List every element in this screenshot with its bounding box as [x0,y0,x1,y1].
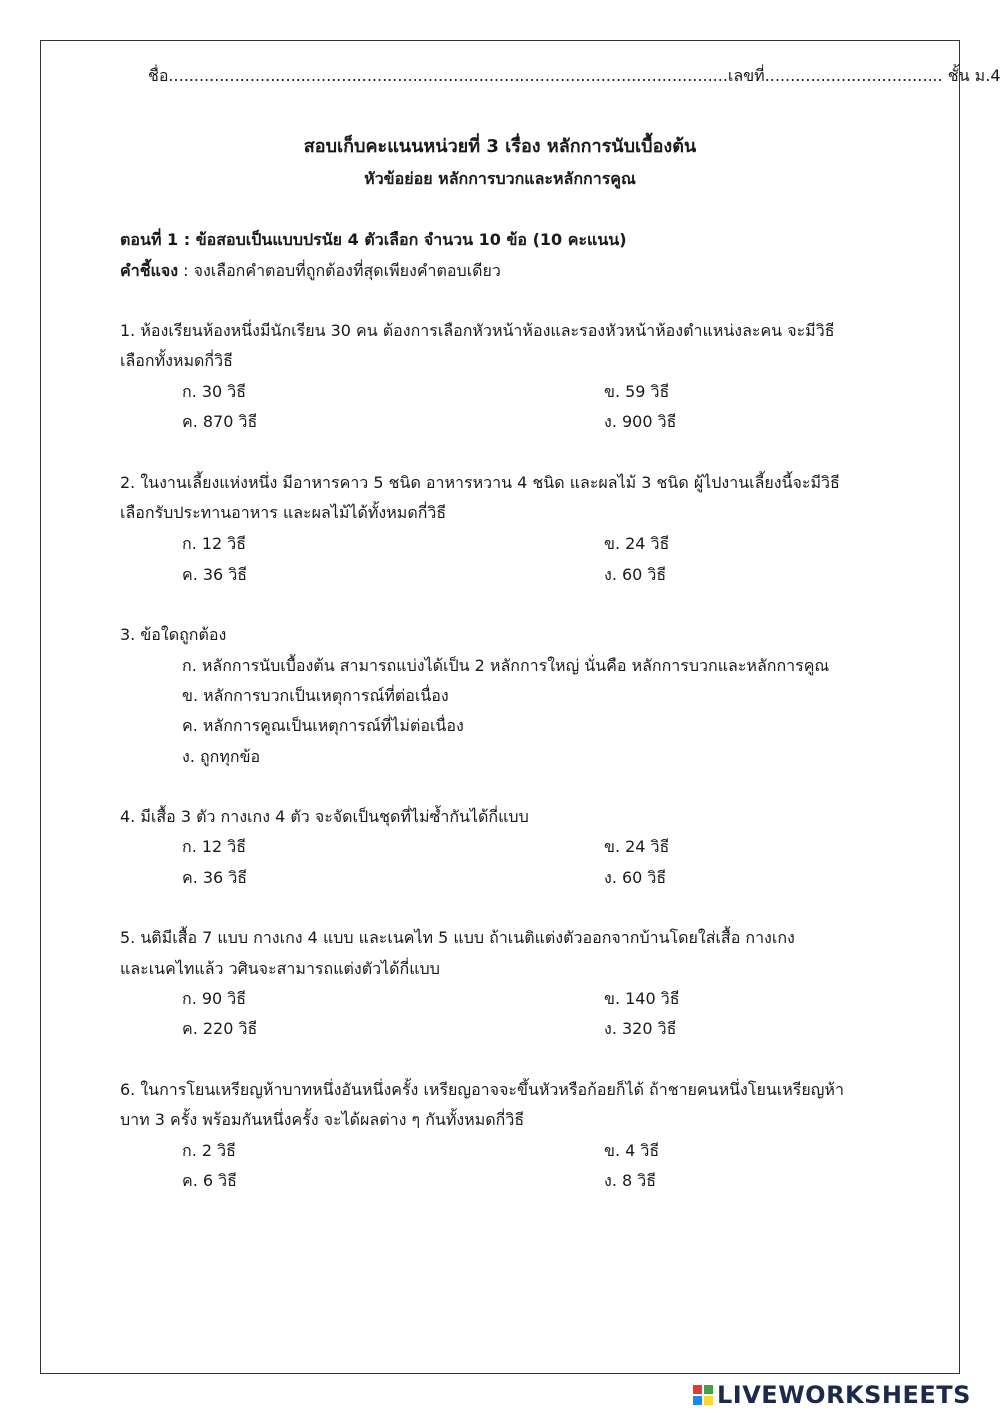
question-5-text-line-1: 5. นติมีเสื้อ 7 แบบ กางเกง 4 แบบ และเนคไท 5 แบบ ถ้าเนติแต่งตัวออกจากบ้านโดยใส่เสื้อ กางเกง [120,928,795,947]
class-label: ชั้น ม.4 [947,66,1000,85]
question-5-choice-c[interactable]: ค. 220 วิธี [182,1019,258,1038]
number-field[interactable]: ................................... [764,66,943,85]
question-4-text: 4. มีเสื้อ 3 ตัว กางเกง 4 ตัว จะจัดเป็นชุดที่ไม่ซ้ำกันได้กี่แบบ [120,807,529,826]
question-6-choice-d[interactable]: ง. 8 วิธี [604,1171,656,1190]
question-3-choice-a[interactable]: ก. หลักการนับเบื้องต้น สามารถแบ่งได้เป็น 2 หลักการใหญ่ นั่นคือ หลักการบวกและหลักการคูณ [182,656,830,675]
question-1-choice-a[interactable]: ก. 30 วิธี [182,382,247,401]
question-6-choice-c[interactable]: ค. 6 วิธี [182,1171,237,1190]
question-4-choice-b[interactable]: ข. 24 วิธี [604,837,670,856]
instruction-text: : จงเลือกคำตอบที่ถูกต้องที่สุดเพียงคำตอบเดียว [178,261,501,280]
question-2-choice-c[interactable]: ค. 36 วิธี [182,565,248,584]
question-5-text-line-2: และเนคไทแล้ว วศินจะสามารถแต่งตัวได้กี่แบบ [120,959,440,978]
question-6-choice-b[interactable]: ข. 4 วิธี [604,1141,660,1160]
question-3-choice-d[interactable]: ง. ถูกทุกข้อ [182,747,261,766]
logo-square-blue [693,1396,702,1405]
logo-squares-icon [693,1385,713,1405]
question-2-choice-b[interactable]: ข. 24 วิธี [604,534,670,553]
question-5-choice-d[interactable]: ง. 320 วิธี [604,1019,677,1038]
name-label: ชื่อ [148,66,169,85]
question-2-choice-a[interactable]: ก. 12 วิธี [182,534,247,553]
instruction [120,260,501,282]
question-1-text-line-1: 1. ห้องเรียนห้องหนึ่งมีนักเรียน 30 คน ต้องการเลือกหัวหน้าห้องและรองหัวหน้าห้องตำแหน่งละคน จะมีวิธี [120,321,835,340]
instruction-label: คำชี้แจง [120,261,179,280]
question-3-choice-b[interactable]: ข. หลักการบวกเป็นเหตุการณ์ที่ต่อเนื่อง [182,686,449,705]
question-3-text: 3. ข้อใดถูกต้อง [120,625,227,644]
question-4-choice-a[interactable]: ก. 12 วิธี [182,837,247,856]
question-2-text-line-2: เลือกรับประทานอาหาร และผลไม้ได้ทั้งหมดกี่วิธี [120,503,447,522]
page-subtitle: หัวข้อย่อย หลักการบวกและหลักการคูณ [364,169,636,188]
name-field[interactable]: .............................................................................................................. [168,66,728,85]
question-4-choice-d[interactable]: ง. 60 วิธี [604,868,667,887]
question-1-choice-d[interactable]: ง. 900 วิธี [604,412,677,431]
logo-square-yellow [704,1396,713,1405]
logo-square-green [704,1385,713,1394]
question-2-text-line-1: 2. ในงานเลี้ยงแห่งหนึ่ง มีอาหารคาว 5 ชนิด อาหารหวาน 4 ชนิด และผลไม้ 3 ชนิด ผู้ไปงานเลี้ยงนี้จะมีวิธี [120,473,840,492]
question-6-text-line-1: 6. ในการโยนเหรียญห้าบาทหนึ่งอันหนึ่งครั้ง เหรียญอาจจะขึ้นหัวหรือก้อยก็ได้ ถ้าชายคนหนึ่งโยนเหรียญห้า [120,1080,844,1099]
question-5-choice-b[interactable]: ข. 140 วิธี [604,989,680,1008]
question-5-choice-a[interactable]: ก. 90 วิธี [182,989,247,1008]
question-4-choice-c[interactable]: ค. 36 วิธี [182,868,248,887]
header-line [148,65,1000,87]
question-1-choice-b[interactable]: ข. 59 วิธี [604,382,670,401]
section-heading: ตอนที่ 1 : ข้อสอบเป็นแบบปรนัย 4 ตัวเลือก จำนวน 10 ข้อ (10 คะแนน) [120,230,627,249]
number-label: เลขที่ [727,66,765,85]
logo-square-red [693,1385,702,1394]
question-2-choice-d[interactable]: ง. 60 วิธี [604,565,667,584]
liveworksheets-logo[interactable] [693,1380,971,1410]
question-1-text-line-2: เลือกทั้งหมดกี่วิธี [120,351,233,370]
question-3-choice-c[interactable]: ค. หลักการคูณเป็นเหตุการณ์ที่ไม่ต่อเนื่อง [182,716,464,735]
page-title: สอบเก็บคะแนนหน่วยที่ 3 เรื่อง หลักการนับเบื้องต้น [303,136,697,157]
question-1-choice-c[interactable]: ค. 870 วิธี [182,412,258,431]
logo-text: LIVEWORKSHEETS [717,1381,971,1409]
question-6-text-line-2: บาท 3 ครั้ง พร้อมกันหนึ่งครั้ง จะได้ผลต่าง ๆ กันทั้งหมดกี่วิธี [120,1110,525,1129]
question-6-choice-a[interactable]: ก. 2 วิธี [182,1141,236,1160]
